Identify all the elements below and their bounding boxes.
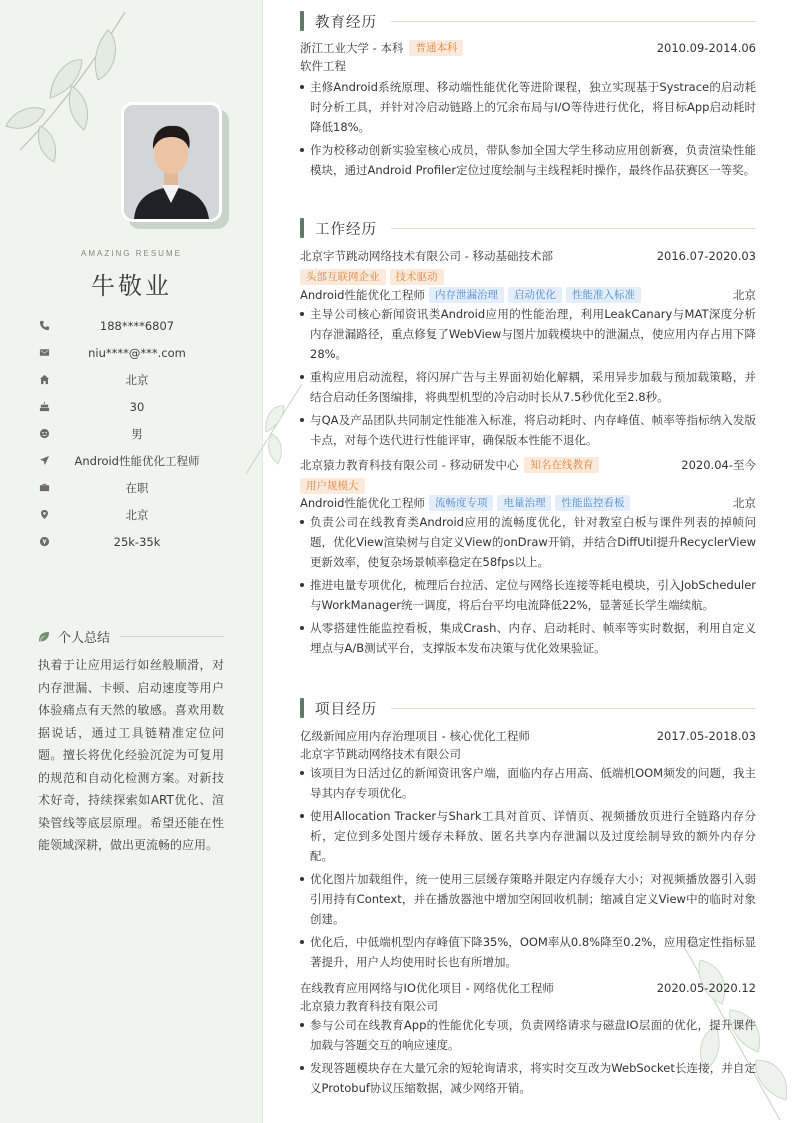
section-title: 项目经历 [315, 701, 377, 718]
status-value: 在职 [125, 480, 149, 495]
leaf-decoration-icon [244, 382, 304, 477]
list-item: 优化后，中低端机型内存峰值下降35%，OOM率从0.8%降至0.2%，应用稳定性指标显著提升，用户人均使用时长也有所增加。 [300, 932, 756, 972]
phone-value: 188****6807 [99, 318, 175, 333]
info-gender [38, 420, 224, 447]
email-value: niu****@***.com [88, 345, 186, 360]
company-tags-row [300, 478, 756, 494]
role-tag: 流畅度专项 [429, 495, 494, 511]
list-item: 该项目为日活过亿的新闻资讯客户端，面临内存占用高、低端机OOM频发的问题，我主导其内存专项优化。 [300, 763, 756, 803]
send-icon [38, 455, 50, 467]
info-email [38, 339, 224, 366]
list-item: 作为校移动创新实验室核心成员，带队参加全国大学生移动应用创新赛，负责渲染性能模块，通过Android Profiler定位过度绘制与主线程耗时操作，最终作品获赛区一等奖。 [300, 140, 756, 180]
list-item: 负责公司在线教育类Android应用的流畅度优化，针对教室白板与课件列表的掉帧问题，优化View渲染树与自定义View的onDraw开销，并结合DiffUtil提升RecyclerView更新效率，使复杂场景帧率稳定在58fps以上。 [300, 512, 756, 572]
sidebar [0, 0, 263, 1123]
profile-photo [121, 102, 222, 222]
divider [391, 708, 756, 709]
company-tag: 技术驱动 [390, 269, 444, 285]
contact-info-list [38, 312, 224, 555]
home-icon [38, 374, 50, 386]
section-title: 工作经历 [315, 221, 377, 238]
project-header-row [300, 728, 756, 744]
role-row [300, 287, 756, 303]
age-value: 30 [129, 399, 145, 414]
list-item: 重构应用启动流程，将闪屏广告与主界面初始化解耦，采用异步加载与预加载策略，并结合启动任务图编排，将典型机型的冷启动时长从7.5秒优化至2.8秒。 [300, 367, 756, 407]
company-tag: 头部互联网企业 [300, 269, 386, 285]
job-city: 北京 [733, 496, 756, 510]
list-item: 主导公司核心新闻资讯类Android应用的性能治理，利用LeakCanary与MAT深度分析内存泄漏路径，重点修复了WebView与图片加载模块中的泄漏点，使应用内存占用下降28%。 [300, 304, 756, 364]
info-salary [38, 528, 224, 555]
role-title: Android性能优化工程师 [300, 496, 425, 510]
project-name: 在线教育应用网络与IO优化项目 - 网络优化工程师 [300, 981, 554, 995]
job-period: 2016.07-2020.03 [656, 249, 756, 263]
brand-tag: AMAZING RESUME [81, 249, 182, 258]
project-bullets [300, 763, 756, 975]
list-item: 与QA及产品团队共同制定性能准入标准，将启动耗时、内存峰值、帧率等指标纳入发版卡点，对每个迭代进行性能评审，确保版本性能不退化。 [300, 410, 756, 450]
list-item: 从零搭建性能监控看板，集成Crash、内存、启动耗时、帧率等实时数据，利用自定义埋点与A/B测试平台，支撑版本发布决策与优化效果验证。 [300, 618, 756, 658]
avatar [124, 105, 219, 219]
job-header-row [300, 457, 756, 473]
project-period: 2020.05-2020.12 [656, 981, 756, 995]
work-section-heading [300, 218, 756, 238]
info-location [38, 501, 224, 528]
list-item: 发现答题模块存在大量冗余的短轮询请求，将实时交互改为WebSocket长连接，并自定义Protobuf协议压缩数据，减少网络开销。 [300, 1058, 756, 1098]
role-tag: 启动优化 [508, 287, 562, 303]
info-phone [38, 312, 224, 339]
project-company-row [300, 746, 756, 762]
job-bullets [300, 512, 756, 661]
divider [120, 636, 224, 637]
job-header-row [300, 248, 756, 264]
salary-value: 25k-35k [113, 534, 161, 549]
role-tag: 性能准入标准 [566, 287, 641, 303]
job-city: 北京 [733, 288, 756, 302]
person-name: 牛敬业 [91, 272, 172, 300]
location-value: 北京 [125, 507, 149, 522]
education-bullets [300, 77, 756, 183]
location-icon [38, 509, 50, 521]
info-status [38, 474, 224, 501]
project-bullets [300, 1015, 756, 1101]
degree-tag: 普通本科 [409, 40, 463, 56]
list-item: 优化图片加载组件，统一使用三层缓存策略并限定内存缓存大小；对视频播放器引入弱引用持有Context，并在播放器池中增加空闲回收机制；缩减自定义View中的临时对象创建。 [300, 869, 756, 929]
info-position [38, 447, 224, 474]
leaf-icon [38, 631, 50, 643]
section-marker [300, 698, 304, 718]
gender-icon [38, 428, 50, 440]
education-header-row [300, 40, 756, 56]
role-title: Android性能优化工程师 [300, 288, 425, 302]
divider [391, 228, 756, 229]
summary-text: 执着于让应用运行如丝般顺滑，对内存泄漏、卡顿、启动速度等用户体验痛点有天然的敏感。喜欢用数据说话，通过工具链精准定位问题。擅长将优化经验沉淀为可复用的规范和自动化检测方案。对新技术好奇，持续探索如ART优化、渲染管线等底层原理。希望还能在性能领域深耕，做出更流畅的应用。 [38, 658, 224, 852]
position-value: Android性能优化工程师 [74, 453, 200, 468]
education-section-heading [300, 11, 756, 31]
info-home [38, 366, 224, 393]
summary-heading [38, 627, 224, 646]
email-icon [38, 347, 50, 359]
cake-icon [38, 401, 50, 413]
summary-title: 个人总结 [58, 631, 111, 646]
list-item: 使用Allocation Tracker与Shark工具对首页、详情页、视频播放页进行全链路内存分析，定位到多处图片缓存未释放、匿名共享内存泄漏以及过度绘制导致的额外内存分配。 [300, 806, 756, 866]
role-row [300, 495, 756, 511]
job-bullets [300, 304, 756, 453]
company-name: 北京字节跳动网络技术有限公司 - 移动基础技术部 [300, 249, 553, 263]
home-value: 北京 [125, 372, 149, 387]
divider [391, 21, 756, 22]
role-tag: 性能监控看板 [555, 495, 630, 511]
info-age [38, 393, 224, 420]
company-tag: 知名在线教育 [524, 457, 599, 473]
projects-section-heading [300, 698, 756, 718]
company-name: 北京猿力教育科技有限公司 - 移动研发中心 [300, 458, 519, 472]
role-tag: 内存泄漏治理 [429, 287, 504, 303]
list-item: 主修Android系统原理、移动端性能优化等进阶课程，独立实现基于Systrace的启动耗时分析工具，并针对冷启动链路上的冗余布局与I/O等待进行优化，将目标App启动耗时降低18%。 [300, 77, 756, 137]
project-company-row [300, 998, 756, 1014]
role-tag: 电量治理 [497, 495, 551, 511]
project-period: 2017.05-2018.03 [656, 729, 756, 743]
school-name: 浙江工业大学 - 本科 [300, 41, 404, 55]
section-marker [300, 218, 304, 238]
project-company: 北京字节跳动网络技术有限公司 [300, 747, 461, 761]
major-row [300, 58, 756, 74]
project-header-row [300, 980, 756, 996]
company-tag: 用户规模大 [300, 478, 365, 494]
company-tags-row [300, 269, 756, 285]
project-company: 北京猿力教育科技有限公司 [300, 999, 438, 1013]
section-marker [300, 11, 304, 31]
education-period: 2010.09-2014.06 [656, 41, 756, 55]
briefcase-icon [38, 482, 50, 494]
list-item: 参与公司在线教育App的性能优化专项，负责网络请求与磁盘IO层面的优化，提升课件加载与答题交互的响应速度。 [300, 1015, 756, 1055]
section-title: 教育经历 [315, 14, 377, 31]
gender-value: 男 [131, 426, 143, 441]
major: 软件工程 [300, 59, 346, 73]
phone-icon [38, 320, 50, 332]
list-item: 推进电量专项优化，梳理后台拉活、定位与网络长连接等耗电模块，引入JobScheduler与WorkManager统一调度，将后台平均电流降低22%，显著延长学生端续航。 [300, 575, 756, 615]
job-period: 2020.04-至今 [681, 458, 756, 472]
salary-icon [38, 536, 50, 548]
project-name: 亿级新闻应用内存治理项目 - 核心优化工程师 [300, 729, 530, 743]
